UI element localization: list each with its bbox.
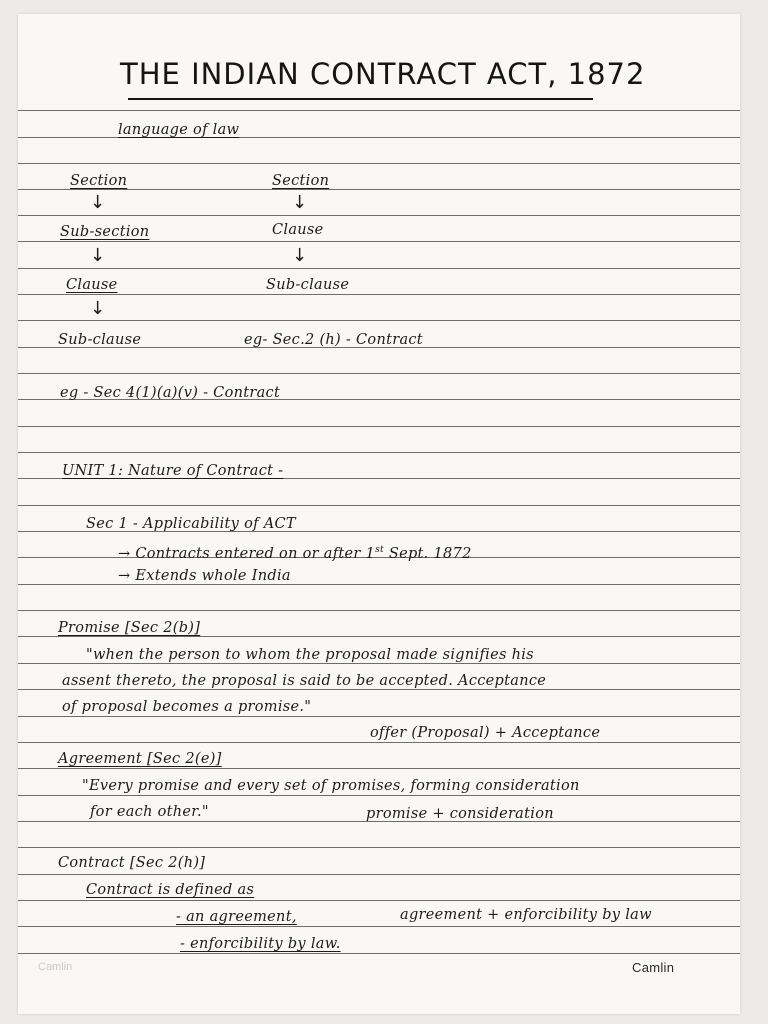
sec1-point-2: → Extends whole India <box>118 568 291 584</box>
left-chain-section: Section <box>70 173 128 189</box>
page-title: THE INDIAN CONTRACT ACT, 1872 <box>120 57 646 91</box>
sec1-heading: Sec 1 - Applicability of ACT <box>86 516 296 532</box>
agreement-line-1: "Every promise and every set of promises, forming consideration <box>82 778 580 794</box>
right-chain-clause: Clause <box>272 222 324 238</box>
language-heading: language of law <box>118 122 240 138</box>
down-arrow-icon: ↓ <box>292 245 308 266</box>
title-underline <box>128 98 593 100</box>
right-chain-section: Section <box>272 173 330 189</box>
right-chain-subclause: Sub-clause <box>266 277 350 293</box>
agreement-formula: promise + consideration <box>366 806 554 822</box>
sec1-point-1: → Contracts entered on or after 1st Sept. 1872 <box>118 545 472 562</box>
contract-formula: agreement + enforcibility by law <box>400 907 652 923</box>
down-arrow-icon: ↓ <box>292 192 308 213</box>
contract-point-1: - an agreement, <box>176 909 297 925</box>
contract-heading: Contract [Sec 2(h)] <box>58 855 206 871</box>
down-arrow-icon: ↓ <box>90 192 106 213</box>
brand-label: Camlin <box>632 960 675 975</box>
left-chain-clause: Clause <box>66 277 118 293</box>
left-chain-subclause: Sub-clause <box>58 332 142 348</box>
bleed-through-brand: Camlin <box>38 961 73 973</box>
example-sec4: eg - Sec 4(1)(a)(v) - Contract <box>60 385 281 401</box>
unit1-heading: UNIT 1: Nature of Contract - <box>62 463 284 479</box>
down-arrow-icon: ↓ <box>90 298 106 319</box>
agreement-heading: Agreement [Sec 2(e)] <box>58 751 222 767</box>
example-sec2h: eg- Sec.2 (h) - Contract <box>244 332 423 348</box>
promise-heading: Promise [Sec 2(b)] <box>58 620 201 636</box>
contract-point-2: - enforcibility by law. <box>180 936 341 952</box>
promise-line-1: "when the person to whom the proposal made signifies his <box>86 647 534 663</box>
contract-intro: Contract is defined as <box>86 882 255 898</box>
promise-line-2: assent thereto, the proposal is said to be accepted. Acceptance <box>62 673 547 689</box>
promise-line-3: of proposal becomes a promise." <box>62 699 312 715</box>
down-arrow-icon: ↓ <box>90 245 106 266</box>
agreement-line-2: for each other." <box>90 804 209 820</box>
left-chain-subsection: Sub-section <box>60 224 150 240</box>
promise-formula: offer (Proposal) + Acceptance <box>370 725 601 741</box>
